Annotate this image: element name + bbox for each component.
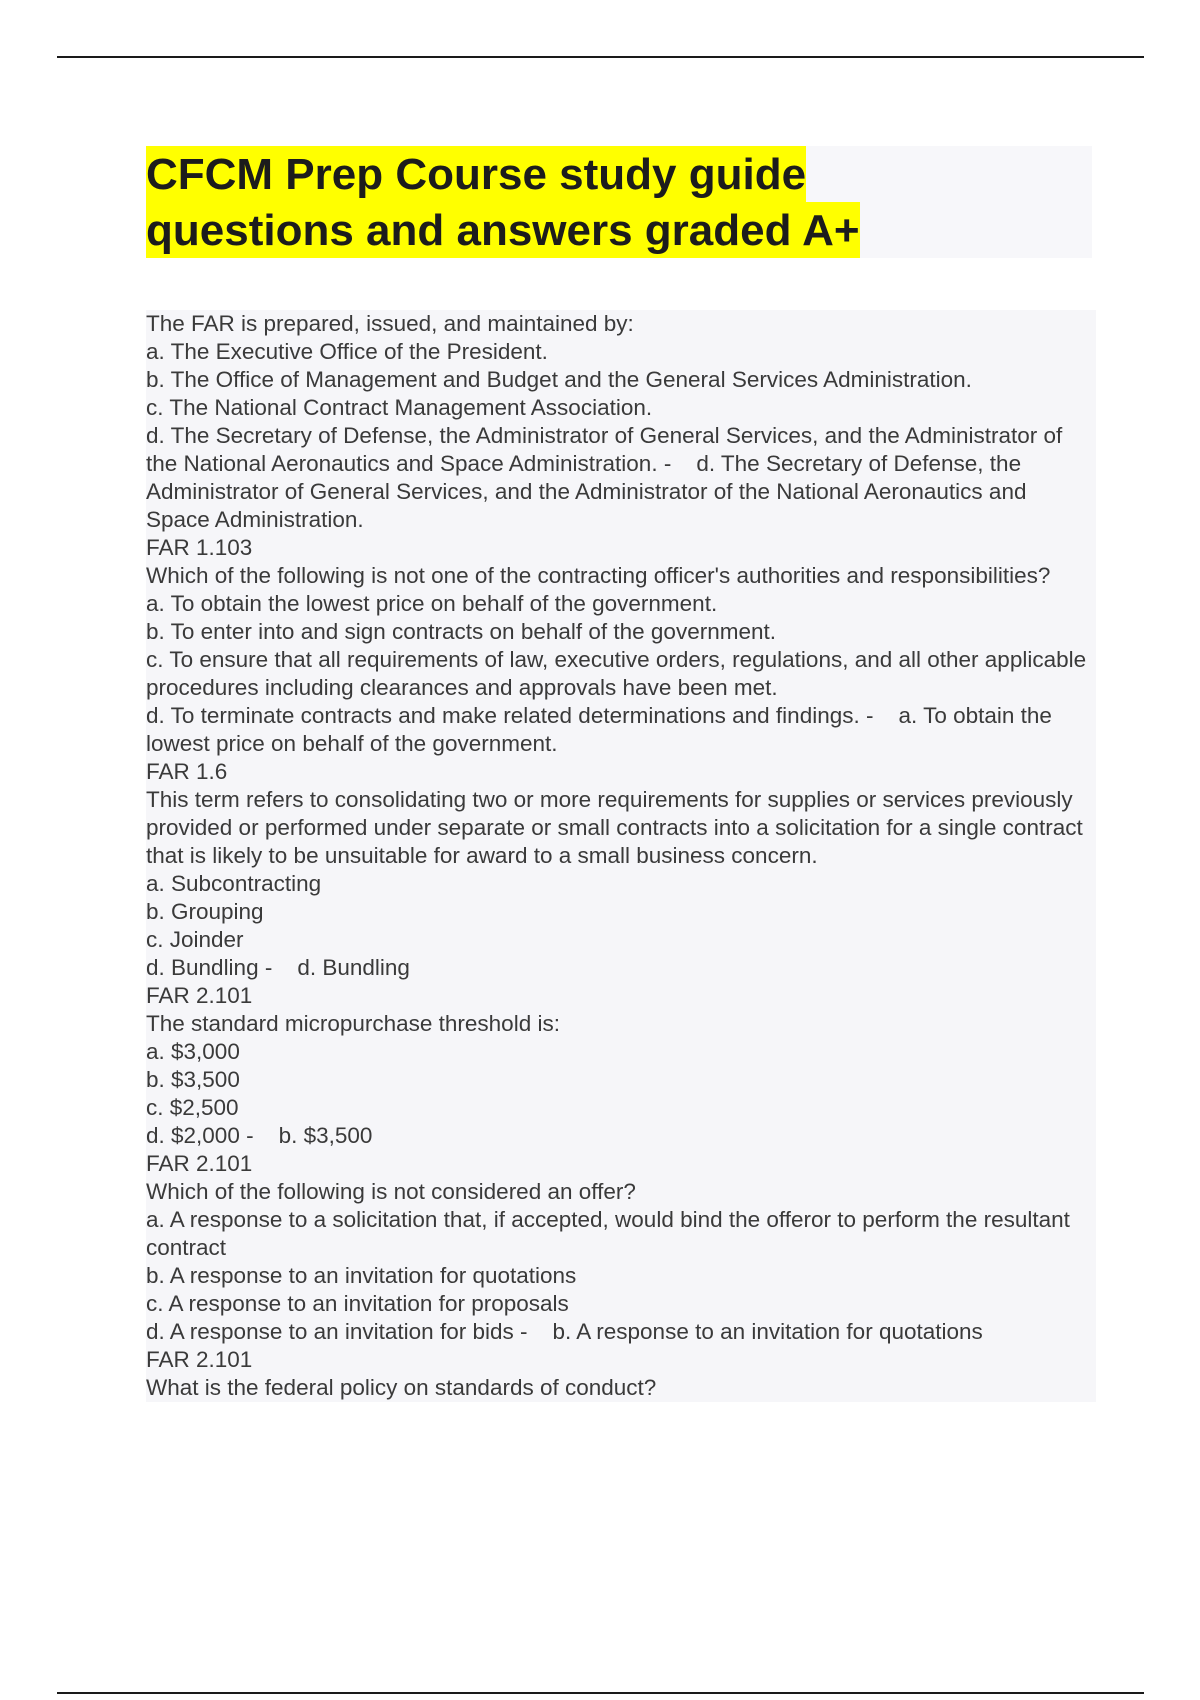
bottom-rule bbox=[57, 1692, 1144, 1694]
qa-item bbox=[146, 1374, 1096, 1402]
answer-option: d. To terminate contracts and make related determinations and findings. - a. To obtain the lowest price on behalf of the government. bbox=[146, 702, 1096, 758]
answer-option: c. The National Contract Management Association. bbox=[146, 394, 1096, 422]
top-rule bbox=[57, 56, 1144, 58]
answer-option: a. Subcontracting bbox=[146, 870, 1096, 898]
answer-option: c. $2,500 bbox=[146, 1094, 1096, 1122]
qa-item bbox=[146, 310, 1096, 562]
far-reference: FAR 2.101 bbox=[146, 982, 1096, 1010]
question-text: What is the federal policy on standards of conduct? bbox=[146, 1374, 1096, 1402]
document-title bbox=[146, 146, 1092, 258]
answer-option: b. A response to an invitation for quotations bbox=[146, 1262, 1096, 1290]
far-reference: FAR 2.101 bbox=[146, 1346, 1096, 1374]
question-text: Which of the following is not considered an offer? bbox=[146, 1178, 1096, 1206]
answer-option: a. A response to a solicitation that, if accepted, would bind the offeror to perform the resultant contract bbox=[146, 1206, 1096, 1262]
title-line-1: CFCM Prep Course study guide bbox=[146, 146, 806, 202]
answer-option: d. The Secretary of Defense, the Administrator of General Services, and the Administrator of the National Aeronautics and Space Administration. - d. The Secretary of Defense, the Administrator of General Services, and the Administrator of the National Aeronautics and Space Administration. bbox=[146, 422, 1096, 534]
answer-option: d. Bundling - d. Bundling bbox=[146, 954, 1096, 982]
question-text: Which of the following is not one of the contracting officer's authorities and responsibilities? bbox=[146, 562, 1096, 590]
question-text: The standard micropurchase threshold is: bbox=[146, 1010, 1096, 1038]
answer-option: c. A response to an invitation for proposals bbox=[146, 1290, 1096, 1318]
question-text: This term refers to consolidating two or more requirements for supplies or services previously provided or performed under separate or small contracts into a solicitation for a single contract that is likely to be unsuitable for award to a small business concern. bbox=[146, 786, 1096, 870]
answer-option: a. To obtain the lowest price on behalf of the government. bbox=[146, 590, 1096, 618]
answer-option: d. $2,000 - b. $3,500 bbox=[146, 1122, 1096, 1150]
answer-option: b. The Office of Management and Budget and the General Services Administration. bbox=[146, 366, 1096, 394]
far-reference: FAR 1.6 bbox=[146, 758, 1096, 786]
answer-option: a. The Executive Office of the President. bbox=[146, 338, 1096, 366]
question-text: The FAR is prepared, issued, and maintained by: bbox=[146, 310, 1096, 338]
qa-content bbox=[146, 310, 1096, 1402]
answer-option: a. $3,000 bbox=[146, 1038, 1096, 1066]
answer-option: c. To ensure that all requirements of law, executive orders, regulations, and all other applicable procedures including clearances and approvals have been met. bbox=[146, 646, 1096, 702]
far-reference: FAR 1.103 bbox=[146, 534, 1096, 562]
title-line-2: questions and answers graded A+ bbox=[146, 202, 860, 258]
qa-item bbox=[146, 786, 1096, 1010]
answer-option: d. A response to an invitation for bids - b. A response to an invitation for quotations bbox=[146, 1318, 1096, 1346]
qa-item bbox=[146, 1010, 1096, 1178]
qa-item bbox=[146, 1178, 1096, 1374]
answer-option: b. To enter into and sign contracts on behalf of the government. bbox=[146, 618, 1096, 646]
qa-item bbox=[146, 562, 1096, 786]
far-reference: FAR 2.101 bbox=[146, 1150, 1096, 1178]
answer-option: b. $3,500 bbox=[146, 1066, 1096, 1094]
answer-option: c. Joinder bbox=[146, 926, 1096, 954]
answer-option: b. Grouping bbox=[146, 898, 1096, 926]
